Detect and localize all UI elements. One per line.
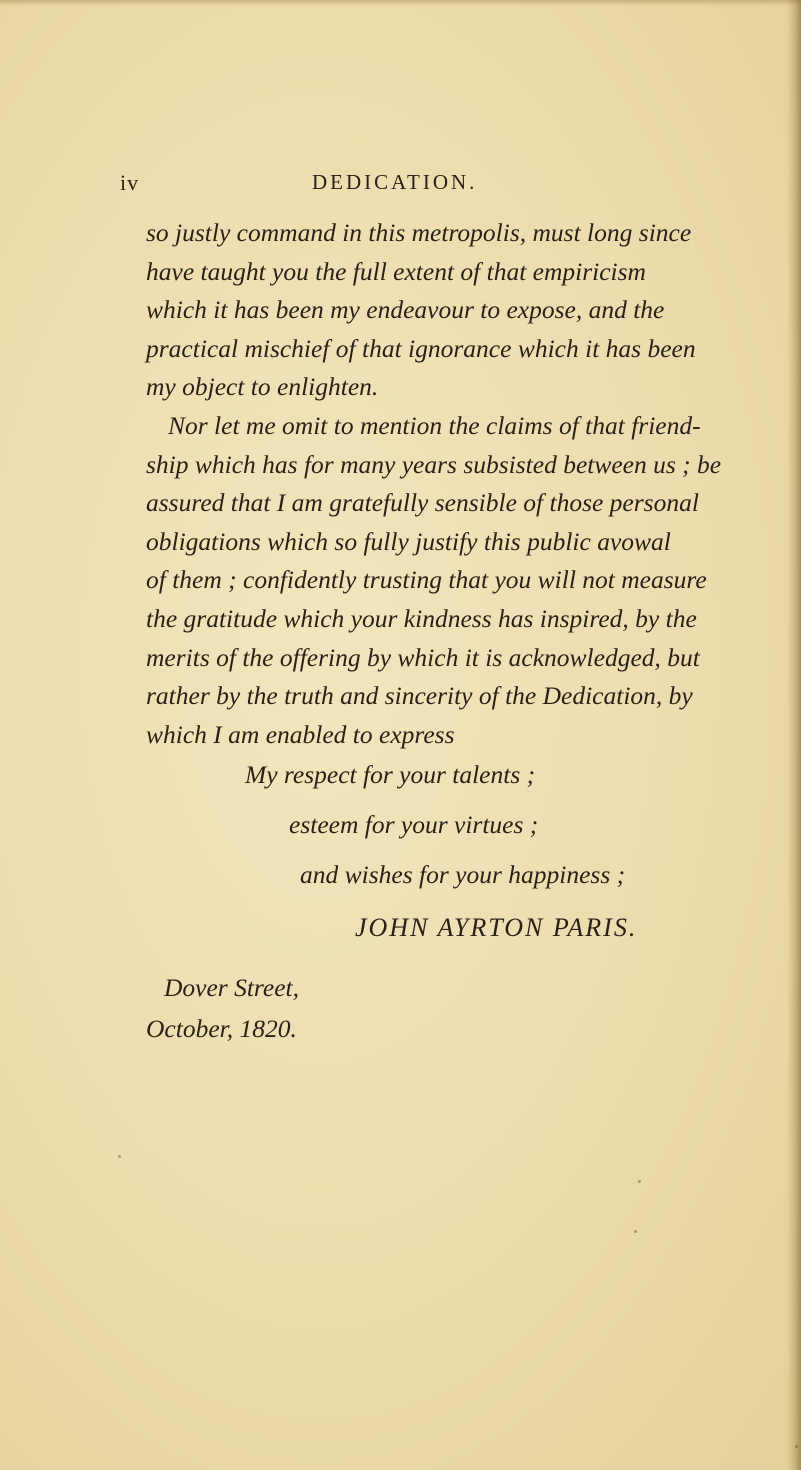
date-line: October, 1820. <box>146 1014 297 1043</box>
page-header <box>120 170 740 200</box>
closing-line-respect: My respect for your talents ; <box>245 760 536 789</box>
paper-speck <box>638 1180 641 1183</box>
body-line: have taught you the full extent of that empiricism <box>146 256 646 286</box>
dedication-body <box>146 214 746 754</box>
body-line: the gratitude which your kindness has inspired, by the <box>146 603 697 633</box>
body-line: which it has been my endeavour to expose, and the <box>146 295 665 325</box>
page-number: iv <box>120 170 140 195</box>
body-line: practical mischief of that ignorance which it has been <box>146 333 696 363</box>
paper-speck <box>634 1230 637 1233</box>
page-edge-shadow <box>787 0 801 1470</box>
paper-speck <box>795 1445 798 1448</box>
body-line: my object to enlighten. <box>146 372 379 402</box>
place-and-date <box>146 967 299 1049</box>
paper-speck <box>118 1155 121 1158</box>
body-line: rather by the truth and sincerity of the Dedication, by <box>146 681 693 711</box>
running-title: DEDICATION. <box>312 170 478 194</box>
place-line: Dover Street, <box>164 973 300 1002</box>
body-line: so justly command in this metropolis, must long since <box>146 218 692 247</box>
body-line: assured that I am gratefully sensible of those personal <box>146 488 699 518</box>
author-signature: JOHN AYRTON PARIS. <box>355 913 638 942</box>
closing-line-wishes: and wishes for your happiness ; <box>300 860 626 889</box>
body-line: obligations which so fully justify this public avowal <box>146 526 671 556</box>
closing-line-esteem: esteem for your virtues ; <box>289 810 539 839</box>
body-line: ship which has for many years subsisted between us ; be <box>146 449 722 479</box>
body-line: which I am enabled to express <box>146 719 455 749</box>
body-line: of them ; confidently trusting that you will not measure <box>146 565 707 595</box>
page-top-shadow <box>0 0 801 6</box>
body-line: merits of the offering by which it is acknowledged, but <box>146 642 700 672</box>
body-line: Nor let me omit to mention the claims of that friend- <box>168 410 701 440</box>
